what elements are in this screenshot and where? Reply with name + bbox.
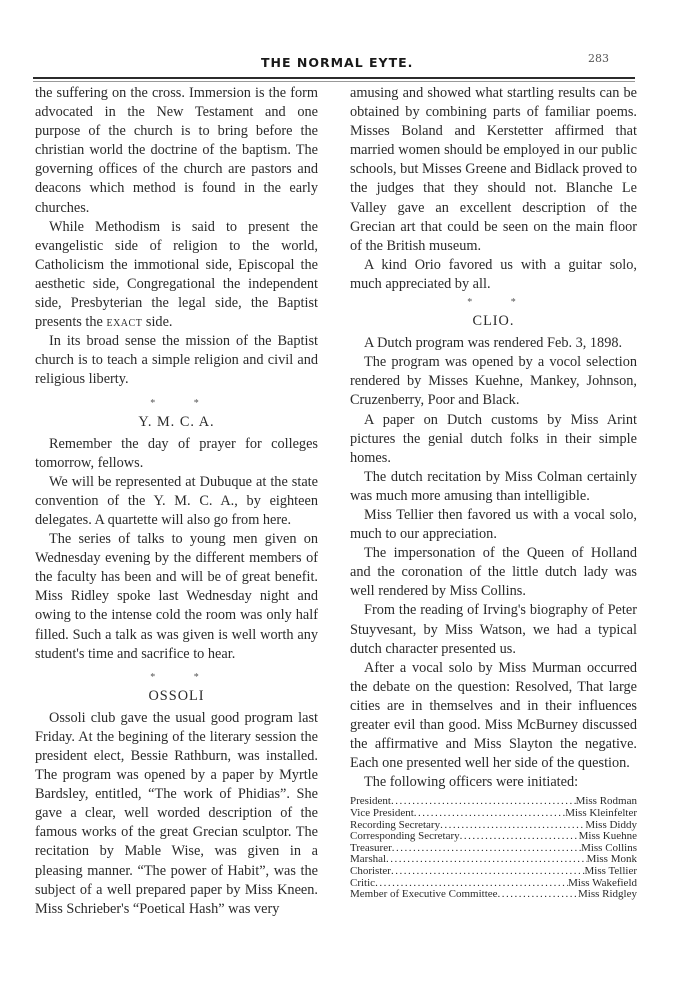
leader-dots bbox=[391, 796, 576, 808]
officer-row bbox=[350, 808, 637, 820]
officer-name: Miss Tellier bbox=[584, 864, 637, 877]
paragraph: The dutch recitation by Miss Colman certainly was much more amusing than intelligible. bbox=[350, 468, 637, 504]
officer-name: Miss Kleinfelter bbox=[565, 806, 637, 819]
paragraph: From the reading of Irving's biography of Peter Stuyvesant, by Miss Watson, we had a typical dutch character presented us. bbox=[350, 602, 637, 657]
paragraph: In its broad sense the mission of the Baptist church is to teach a simple religion and civil and religious liberty. bbox=[35, 333, 318, 388]
right-column bbox=[350, 84, 637, 901]
leader-dots bbox=[414, 808, 565, 820]
emphasis-exact: exact bbox=[106, 314, 143, 331]
officer-role: Critic bbox=[350, 876, 376, 889]
section-heading-ymca: Y. M. C. A. bbox=[138, 413, 215, 430]
officer-role: Corresponding Secretary bbox=[350, 830, 460, 843]
paragraph: A paper on Dutch customs by Miss Arint pictures the genial dutch folks in their simple homes. bbox=[350, 411, 637, 466]
officer-role: Recording Secretary bbox=[350, 818, 441, 831]
officer-name: Miss Kuehne bbox=[578, 830, 637, 843]
header-rule bbox=[33, 77, 635, 79]
leader-dots bbox=[386, 854, 587, 866]
leader-dots bbox=[391, 866, 585, 878]
paragraph: Remember the day of prayer for colleges tomorrow, fellows. bbox=[35, 435, 318, 471]
text-run: While Methodism is said to present the evangelistic side of religion to the world, Catholicism the immotional side, Episcopal the aesthetic side, Congregational the independent side, Presbyterian the legal side, the Baptist presents the bbox=[35, 218, 318, 331]
paragraph: the suffering on the cross. Immersion is the form advocated in the New Testament and one purpose of the church is to bring before the christian world the doctrine of the baptism. The governing offices of the church are pastors and deacons which method is found in the early churches. bbox=[35, 85, 318, 216]
officer-row bbox=[350, 889, 637, 901]
leader-dots bbox=[498, 889, 578, 901]
paragraph bbox=[35, 218, 318, 333]
page-header bbox=[33, 52, 635, 72]
section-heading-ossoli: OSSOLI bbox=[148, 687, 205, 704]
officer-role: Member of Executive Committee bbox=[350, 888, 498, 901]
header-rule-thin bbox=[33, 81, 635, 82]
officer-row bbox=[350, 866, 637, 878]
officer-role: Chorister bbox=[350, 864, 391, 877]
text-run: side. bbox=[142, 314, 173, 331]
paragraph: The following officers were initiated: bbox=[364, 774, 579, 791]
paragraph: The impersonation of the Queen of Holland and the coronation of the little dutch lady was well rendered by Miss Collins. bbox=[350, 545, 637, 600]
paragraph: After a vocal solo by Miss Murman occurred the debate on the question: Resolved, That large cities are in themselves and in their influences greater evil than good. Miss McBurney discussed the affirmative and Miss Slayton the negative. Each one presented well her side of the question. bbox=[350, 659, 637, 772]
section-separator: * * bbox=[467, 297, 534, 309]
officer-role: Vice President bbox=[350, 806, 414, 819]
page-number: 283 bbox=[588, 52, 609, 65]
officer-name: Miss Ridgley bbox=[578, 888, 637, 901]
publication-title: THE NORMAL EYTE. bbox=[261, 55, 414, 70]
section-separator: * * bbox=[150, 397, 217, 409]
paragraph: Ossoli club gave the usual good program last Friday. At the begining of the literary session the president elect, Bessie Rathburn, was installed. The program was opened by a paper by Myrtle Bardsley, entitled, “The work of Phidias”. She gave a clear, well worded description of the famous works of the great Grecian sculptor. The recitation by Mable Wise, was given in a pleasing manner. “The power of Habit”, was the subject of a well prepared paper by Miss Kneen. Miss Schrieber's “Poetical Hash” was very bbox=[35, 709, 318, 917]
officer-role: Marshal bbox=[350, 853, 387, 866]
officer-name: Miss Monk bbox=[586, 853, 637, 866]
paragraph: A Dutch program was rendered Feb. 3, 1898. bbox=[364, 335, 623, 352]
officer-name: Miss Diddy bbox=[585, 818, 637, 831]
officer-role: Treasurer bbox=[350, 841, 392, 854]
officers-list bbox=[350, 796, 637, 900]
leader-dots bbox=[460, 831, 579, 843]
officer-name: Miss Wakefield bbox=[568, 876, 637, 889]
officer-name: Miss Collins bbox=[581, 841, 637, 854]
paragraph: We will be represented at Dubuque at the state convention of the Y. M. C. A., by eighteen delegates. A quartette will also go from here. bbox=[35, 473, 318, 528]
paragraph: A kind Orio favored us with a guitar solo, much appreciated by all. bbox=[350, 256, 637, 292]
paragraph: Miss Tellier then favored us with a vocal solo, much to our appreciation. bbox=[350, 506, 637, 543]
section-separator: * * bbox=[150, 671, 217, 683]
officer-role: President bbox=[350, 795, 391, 808]
officer-row bbox=[350, 831, 637, 843]
section-heading-clio: CLIO. bbox=[472, 313, 515, 330]
leader-dots bbox=[440, 820, 585, 832]
left-column bbox=[35, 84, 318, 919]
paragraph: The program was opened by a vocol selection rendered by Misses Kuehne, Mankey, Johnson, Cruzenberry, Poor and Black. bbox=[350, 354, 637, 409]
leader-dots bbox=[392, 843, 581, 855]
paragraph: The series of talks to young men given on Wednesday evening by the different members of the faculty has been and will be of great benefit. Miss Ridley spoke last Wednesday night and owing to the intense cold the room was only half filled. Such a talk as was given is well worth any student's time and sacrifice to hear. bbox=[35, 531, 318, 662]
officer-name: Miss Rodman bbox=[575, 795, 637, 808]
paragraph: amusing and showed what startling results can be obtained by combining parts of familiar poems. Misses Boland and Kerstetter affirmed that married women should be employed in our public schools, but Misses Greene and Bidlack proved to the judges that they should not. Blanche Le Valley gave an excellent description of the Grecian art that could be seen on the main floor of the British museum. bbox=[350, 85, 637, 254]
